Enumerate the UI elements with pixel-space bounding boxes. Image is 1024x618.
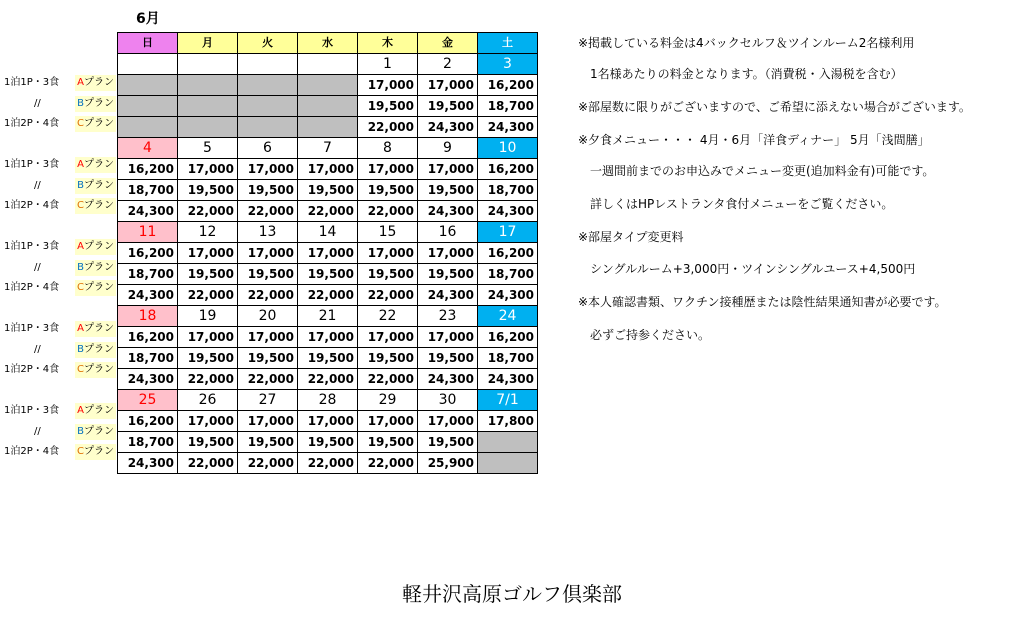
price-cell: 16,200 (118, 411, 178, 432)
plan-label (4, 401, 116, 421)
date-cell: 15 (358, 222, 418, 243)
price-cell: 19,500 (238, 264, 298, 285)
price-cell: 19,500 (178, 264, 238, 285)
date-cell: 13 (238, 222, 298, 243)
plan-name-badge (75, 75, 116, 91)
price-cell: 24,300 (118, 285, 178, 306)
plan-stay-text: // (34, 343, 41, 355)
unavailable-cell (478, 453, 538, 474)
date-row (118, 390, 538, 411)
plan-letter: B (77, 343, 84, 355)
weekday-header-row (118, 33, 538, 54)
plan-label (4, 114, 116, 134)
plan-label (4, 196, 116, 216)
plan-suffix: プラン (84, 179, 114, 191)
note-line: ※夕食メニュー・・・ 4月・6月「洋食ディナー」 5月「浅間膳」 (578, 133, 930, 147)
price-cell: 19,500 (358, 180, 418, 201)
price-cell: 22,000 (358, 117, 418, 138)
plan-stay-text: 1泊1P・3食 (4, 77, 60, 88)
date-cell: 8 (358, 138, 418, 159)
plan-letter: C (77, 118, 84, 129)
price-cell: 17,000 (358, 75, 418, 96)
price-row (118, 411, 538, 432)
plan-name-badge (75, 157, 116, 173)
date-cell: 22 (358, 306, 418, 327)
price-cell: 22,000 (298, 285, 358, 306)
unavailable-cell (298, 96, 358, 117)
date-cell (298, 54, 358, 75)
price-cell: 17,000 (298, 159, 358, 180)
date-row (118, 306, 538, 327)
plan-letter: C (77, 364, 84, 375)
date-row (118, 54, 538, 75)
date-cell: 26 (178, 390, 238, 411)
plan-suffix: プラン (84, 77, 114, 88)
plan-label (4, 360, 116, 380)
plan-label (4, 442, 116, 462)
price-row (118, 96, 538, 117)
price-cell: 19,500 (358, 96, 418, 117)
plan-name-badge (75, 280, 116, 296)
price-cell: 22,000 (358, 285, 418, 306)
price-cell: 22,000 (238, 453, 298, 474)
price-cell: 22,000 (298, 201, 358, 222)
price-cell: 17,000 (358, 159, 418, 180)
unavailable-cell (118, 96, 178, 117)
plan-label (4, 258, 116, 278)
price-cell: 17,000 (238, 159, 298, 180)
plan-stay-text: 1泊2P・4食 (4, 446, 60, 457)
price-cell: 16,200 (478, 159, 538, 180)
price-cell: 22,000 (298, 453, 358, 474)
date-cell: 4 (118, 138, 178, 159)
price-cell: 22,000 (178, 285, 238, 306)
price-cell: 17,000 (178, 159, 238, 180)
weekday-header-cell: 火 (238, 33, 298, 54)
price-cell: 22,000 (298, 369, 358, 390)
price-cell: 22,000 (238, 369, 298, 390)
price-cell: 24,300 (478, 201, 538, 222)
price-cell: 19,500 (238, 180, 298, 201)
plan-letter: A (77, 241, 84, 252)
price-cell: 19,500 (238, 348, 298, 369)
plan-suffix: プラン (84, 446, 114, 457)
price-cell: 19,500 (418, 348, 478, 369)
date-row (118, 222, 538, 243)
unavailable-cell (238, 117, 298, 138)
plan-stay-text: // (34, 261, 41, 273)
price-row (118, 243, 538, 264)
date-cell: 16 (418, 222, 478, 243)
date-cell: 17 (478, 222, 538, 243)
price-cell: 19,500 (298, 432, 358, 453)
price-cell: 22,000 (358, 369, 418, 390)
price-row (118, 201, 538, 222)
date-cell: 24 (478, 306, 538, 327)
price-cell: 19,500 (298, 264, 358, 285)
plan-name-badge (75, 239, 116, 255)
plan-name-badge (75, 362, 116, 378)
price-cell: 24,300 (118, 453, 178, 474)
price-cell: 16,200 (118, 327, 178, 348)
price-cell: 22,000 (238, 201, 298, 222)
price-row (118, 159, 538, 180)
weekday-header-cell: 月 (178, 33, 238, 54)
price-cell: 17,000 (298, 411, 358, 432)
note-line: 1名様あたりの料金となります。（消費税・入湯税を含む） (578, 67, 903, 81)
note-line: ※掲載している料金は4バックセルフ＆ツインルーム2名様利用 (578, 36, 915, 50)
plan-letter: B (77, 97, 84, 109)
price-cell: 25,900 (418, 453, 478, 474)
note-line: シングルルーム+3,000円・ツインシングルユース+4,500円 (578, 262, 916, 276)
plan-name-badge (75, 403, 116, 419)
price-row (118, 75, 538, 96)
plan-suffix: プラン (84, 323, 114, 334)
price-cell: 18,700 (118, 264, 178, 285)
plan-suffix: プラン (84, 118, 114, 129)
price-cell: 17,000 (178, 411, 238, 432)
price-cell: 16,200 (478, 327, 538, 348)
unavailable-cell (118, 75, 178, 96)
price-cell: 17,000 (418, 327, 478, 348)
price-cell: 24,300 (478, 369, 538, 390)
plan-letter: C (77, 200, 84, 211)
price-cell: 17,000 (178, 243, 238, 264)
date-cell: 23 (418, 306, 478, 327)
unavailable-cell (478, 432, 538, 453)
price-cell: 18,700 (118, 180, 178, 201)
price-cell: 17,000 (418, 75, 478, 96)
plan-stay-text: // (34, 97, 41, 109)
plan-label (4, 237, 116, 257)
plan-name-badge (75, 424, 116, 440)
price-cell: 16,200 (118, 243, 178, 264)
price-cell: 19,500 (298, 180, 358, 201)
price-cell: 17,000 (358, 327, 418, 348)
date-cell (118, 54, 178, 75)
note-line: 詳しくはHPレストランタ食付メニューをご覧ください。 (578, 197, 894, 211)
date-cell: 30 (418, 390, 478, 411)
plan-stay-text: 1泊1P・3食 (4, 241, 60, 252)
price-cell: 17,000 (238, 327, 298, 348)
price-cell: 24,300 (418, 369, 478, 390)
price-cell: 16,200 (118, 159, 178, 180)
price-cell: 17,000 (178, 327, 238, 348)
plan-suffix: プラン (84, 282, 114, 293)
plan-letter: A (77, 159, 84, 170)
price-cell: 19,500 (298, 348, 358, 369)
date-cell: 7/1 (478, 390, 538, 411)
date-cell: 19 (178, 306, 238, 327)
plan-letter: A (77, 405, 84, 416)
price-cell: 19,500 (178, 180, 238, 201)
price-cell: 17,800 (478, 411, 538, 432)
price-cell: 18,700 (118, 348, 178, 369)
plan-name-badge (75, 178, 116, 194)
weekday-header-cell: 水 (298, 33, 358, 54)
plan-stay-text: 1泊1P・3食 (4, 323, 60, 334)
price-cell: 17,000 (418, 159, 478, 180)
price-cell: 22,000 (178, 201, 238, 222)
date-cell: 20 (238, 306, 298, 327)
plan-letter: A (77, 77, 84, 88)
price-cell: 16,200 (478, 243, 538, 264)
note-line: ※部屋タイプ変更料 (578, 230, 684, 244)
price-row (118, 432, 538, 453)
price-cell: 19,500 (178, 432, 238, 453)
plan-stay-text: // (34, 425, 41, 437)
plan-name-badge (75, 116, 116, 132)
weekday-header-cell: 木 (358, 33, 418, 54)
month-label: 6月 (136, 11, 160, 27)
plan-name-badge (75, 444, 116, 460)
footer-title: 軽井沢高原ゴルフ倶楽部 (402, 582, 622, 606)
price-cell: 19,500 (418, 180, 478, 201)
price-cell: 19,500 (358, 264, 418, 285)
date-cell: 7 (298, 138, 358, 159)
unavailable-cell (298, 117, 358, 138)
date-cell: 27 (238, 390, 298, 411)
price-cell: 19,500 (358, 432, 418, 453)
price-cell: 19,500 (358, 348, 418, 369)
note-line: ※本人確認書類、ワクチン接種歴または陰性結果通知書が必要です。 (578, 295, 947, 309)
plan-label (4, 422, 116, 442)
plan-suffix: プラン (84, 261, 114, 273)
price-cell: 24,300 (418, 285, 478, 306)
date-cell (178, 54, 238, 75)
price-cell: 19,500 (418, 96, 478, 117)
plan-suffix: プラン (84, 364, 114, 375)
date-cell: 6 (238, 138, 298, 159)
plan-letter: B (77, 425, 84, 437)
price-cell: 16,200 (478, 75, 538, 96)
plan-label (4, 319, 116, 339)
plan-label (4, 73, 116, 93)
date-cell: 28 (298, 390, 358, 411)
weekday-header-cell: 日 (118, 33, 178, 54)
date-cell: 18 (118, 306, 178, 327)
plan-label (4, 155, 116, 175)
price-cell: 17,000 (358, 411, 418, 432)
weekday-header-cell: 金 (418, 33, 478, 54)
plan-label (4, 278, 116, 298)
price-row (118, 453, 538, 474)
price-cell: 18,700 (478, 180, 538, 201)
date-cell: 9 (418, 138, 478, 159)
price-row (118, 264, 538, 285)
price-cell: 24,300 (478, 285, 538, 306)
unavailable-cell (178, 75, 238, 96)
price-cell: 24,300 (418, 201, 478, 222)
plan-stay-text: 1泊1P・3食 (4, 405, 60, 416)
price-row (118, 180, 538, 201)
price-row (118, 117, 538, 138)
weekday-header-cell: 土 (478, 33, 538, 54)
price-cell: 24,300 (118, 201, 178, 222)
date-cell: 1 (358, 54, 418, 75)
plan-stay-text: 1泊2P・4食 (4, 364, 60, 375)
unavailable-cell (178, 96, 238, 117)
price-cell: 18,700 (478, 264, 538, 285)
price-calendar-table (117, 32, 538, 474)
date-cell: 21 (298, 306, 358, 327)
price-cell: 24,300 (118, 369, 178, 390)
price-cell: 22,000 (178, 453, 238, 474)
price-cell: 17,000 (298, 243, 358, 264)
plan-name-badge (75, 321, 116, 337)
price-cell: 17,000 (358, 243, 418, 264)
price-cell: 17,000 (418, 411, 478, 432)
plan-suffix: プラン (84, 200, 114, 211)
plan-label (4, 176, 116, 196)
date-cell: 2 (418, 54, 478, 75)
plan-suffix: プラン (84, 241, 114, 252)
price-cell: 24,300 (478, 117, 538, 138)
date-cell: 11 (118, 222, 178, 243)
plan-label (4, 340, 116, 360)
unavailable-cell (238, 75, 298, 96)
date-cell: 5 (178, 138, 238, 159)
plan-stay-text: 1泊2P・4食 (4, 200, 60, 211)
price-cell: 17,000 (238, 243, 298, 264)
note-line: 一週間前までのお申込みでメニュー変更(追加料金有)可能です。 (578, 164, 935, 178)
date-cell: 10 (478, 138, 538, 159)
price-cell: 22,000 (358, 453, 418, 474)
price-cell: 17,000 (298, 327, 358, 348)
plan-name-badge (75, 198, 116, 214)
plan-suffix: プラン (84, 343, 114, 355)
plan-stay-text: // (34, 179, 41, 191)
price-row (118, 327, 538, 348)
price-cell: 22,000 (238, 285, 298, 306)
price-cell: 24,300 (418, 117, 478, 138)
price-cell: 19,500 (238, 432, 298, 453)
unavailable-cell (178, 117, 238, 138)
plan-letter: C (77, 282, 84, 293)
price-cell: 18,700 (118, 432, 178, 453)
unavailable-cell (298, 75, 358, 96)
plan-stay-text: 1泊1P・3食 (4, 159, 60, 170)
price-cell: 19,500 (418, 264, 478, 285)
price-cell: 17,000 (418, 243, 478, 264)
price-cell: 17,000 (238, 411, 298, 432)
date-cell (238, 54, 298, 75)
price-row (118, 348, 538, 369)
date-cell: 29 (358, 390, 418, 411)
price-cell: 18,700 (478, 348, 538, 369)
price-cell: 19,500 (178, 348, 238, 369)
date-row (118, 138, 538, 159)
price-row (118, 285, 538, 306)
plan-suffix: プラン (84, 97, 114, 109)
plan-label (4, 94, 116, 114)
plan-letter: A (77, 323, 84, 334)
plan-name-badge (75, 96, 116, 112)
price-cell: 22,000 (358, 201, 418, 222)
plan-stay-text: 1泊2P・4食 (4, 118, 60, 129)
plan-suffix: プラン (84, 405, 114, 416)
plan-name-badge (75, 342, 116, 358)
price-cell: 22,000 (178, 369, 238, 390)
note-line: ※部屋数に限りがございますので、ご希望に添えない場合がございます。 (578, 100, 971, 114)
date-cell: 12 (178, 222, 238, 243)
plan-letter: B (77, 261, 84, 273)
date-cell: 3 (478, 54, 538, 75)
date-cell: 14 (298, 222, 358, 243)
price-cell: 19,500 (418, 432, 478, 453)
plan-name-badge (75, 260, 116, 276)
plan-suffix: プラン (84, 159, 114, 170)
price-row (118, 369, 538, 390)
plan-suffix: プラン (84, 425, 114, 437)
price-cell: 18,700 (478, 96, 538, 117)
plan-letter: B (77, 179, 84, 191)
plan-stay-text: 1泊2P・4食 (4, 282, 60, 293)
unavailable-cell (118, 117, 178, 138)
note-line: 必ずご持参ください。 (578, 328, 711, 342)
unavailable-cell (238, 96, 298, 117)
date-cell: 25 (118, 390, 178, 411)
plan-letter: C (77, 446, 84, 457)
